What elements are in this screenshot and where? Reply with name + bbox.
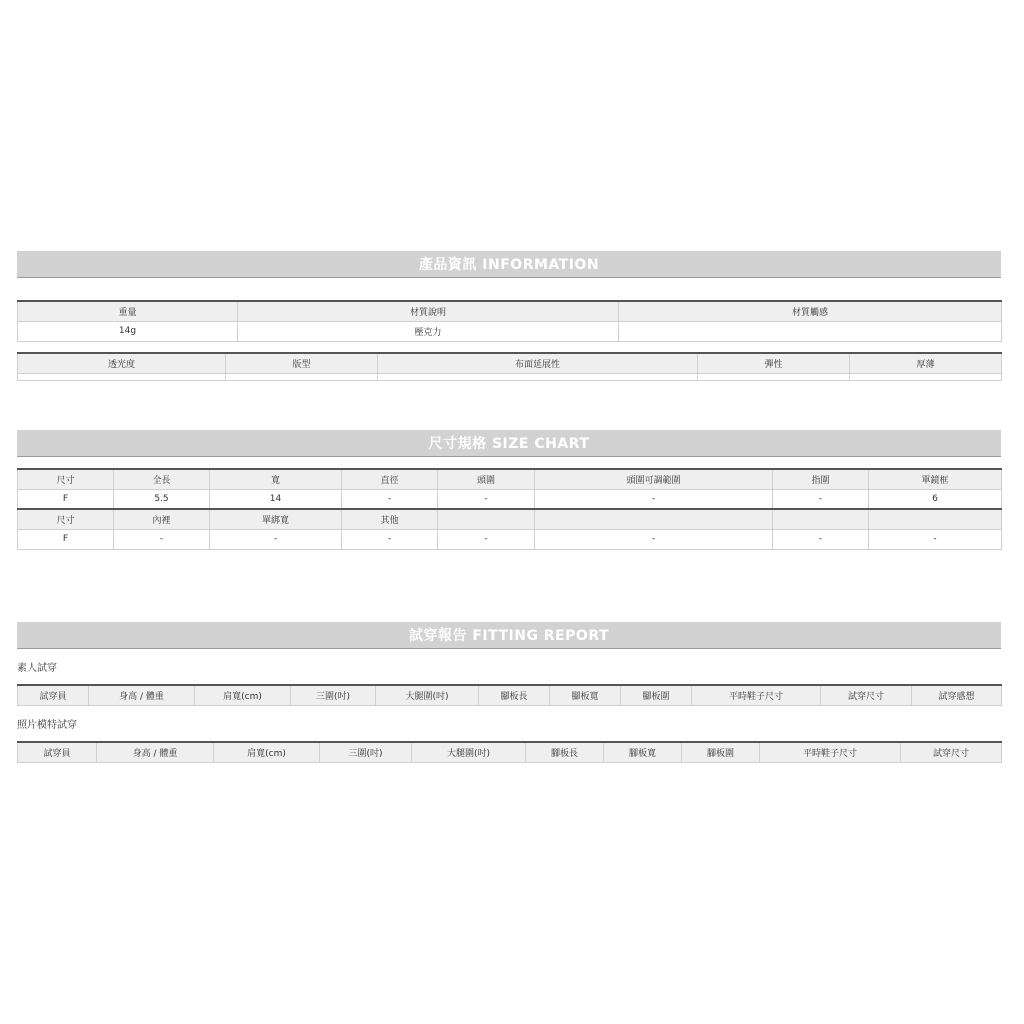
size-header-cell: 寬 (210, 469, 342, 489)
size-value-cell: 6 (869, 489, 1002, 509)
fitting-header-cell: 腳板寬 (604, 742, 682, 762)
amateur-fitting-label: 素人試穿 (17, 663, 57, 674)
fitting-header-cell: 大腿圍(吋) (376, 685, 479, 705)
header-stretch: 布面延展性 (378, 353, 698, 373)
size-header-cell: 頭圍 (438, 469, 535, 489)
fitting-header-cell: 腳板長 (479, 685, 550, 705)
size-header-cell: 全長 (114, 469, 210, 489)
fitting-header-cell: 肩寬(cm) (195, 685, 291, 705)
header-fit: 版型 (226, 353, 378, 373)
size-value-cell: F (18, 529, 114, 549)
table-row (18, 489, 1002, 509)
table-row (18, 373, 1002, 380)
table-header-row (18, 353, 1002, 373)
size-value-cell: - (438, 489, 535, 509)
fitting-header-cell: 三圍(吋) (320, 742, 412, 762)
size-header-cell: 頭圍可調範圍 (535, 469, 773, 489)
size-header-cell (773, 509, 869, 529)
size-value-cell: - (210, 529, 342, 549)
size-header-cell: 尺寸 (18, 509, 114, 529)
fitting-header-cell: 腳板長 (526, 742, 604, 762)
size-value-cell: - (342, 529, 438, 549)
table-header-row (18, 469, 1002, 489)
size-value-cell: F (18, 489, 114, 509)
table-row (18, 529, 1002, 549)
fitting-header-cell: 試穿員 (18, 742, 97, 762)
model-fitting-label: 照片模特試穿 (17, 720, 77, 731)
info-table-properties (17, 352, 1002, 381)
info-table-material (17, 300, 1002, 342)
fitting-header-cell: 身高 / 體重 (97, 742, 214, 762)
size-header-cell: 內裡 (114, 509, 210, 529)
header-weight: 重量 (18, 301, 238, 321)
fitting-header-cell: 試穿尺寸 (901, 742, 1002, 762)
header-material-feel: 材質觸感 (619, 301, 1002, 321)
size-header-cell: 其他 (342, 509, 438, 529)
value-thickness (850, 373, 1002, 380)
model-fitting-table (17, 741, 1002, 763)
size-header-cell: 指圍 (773, 469, 869, 489)
size-header-cell (869, 509, 1002, 529)
fitting-header-cell: 平時鞋子尺寸 (692, 685, 821, 705)
value-weight: 14g (18, 321, 238, 341)
fitting-header-cell: 試穿尺寸 (821, 685, 912, 705)
header-material-desc: 材質說明 (238, 301, 619, 321)
amateur-fitting-table (17, 684, 1002, 706)
value-material-desc: 壓克力 (238, 321, 619, 341)
size-header-cell (438, 509, 535, 529)
size-value-cell: - (535, 489, 773, 509)
value-material-feel (619, 321, 1002, 341)
size-header-cell: 尺寸 (18, 469, 114, 489)
table-header-row (18, 301, 1002, 321)
size-header-cell: 單綁寬 (210, 509, 342, 529)
size-value-cell: - (773, 489, 869, 509)
fitting-header-cell: 腳板寬 (550, 685, 621, 705)
value-elasticity (698, 373, 850, 380)
fitting-header-cell: 腳板圍 (682, 742, 760, 762)
value-transparency (18, 373, 226, 380)
header-transparency: 透光度 (18, 353, 226, 373)
size-value-cell: - (869, 529, 1002, 549)
size-value-cell: 5.5 (114, 489, 210, 509)
fitting-header-cell: 大腿圍(吋) (412, 742, 526, 762)
information-section-title: 產品資訊 INFORMATION (17, 251, 1001, 278)
header-thickness: 厚薄 (850, 353, 1002, 373)
size-chart-section-title: 尺寸規格 SIZE CHART (17, 430, 1001, 457)
fitting-header-cell: 肩寬(cm) (214, 742, 320, 762)
size-value-cell: - (342, 489, 438, 509)
size-header-cell: 直徑 (342, 469, 438, 489)
fitting-header-cell: 平時鞋子尺寸 (760, 742, 901, 762)
size-header-cell: 單鏡框 (869, 469, 1002, 489)
size-value-cell: - (535, 529, 773, 549)
size-value-cell: - (773, 529, 869, 549)
size-value-cell: 14 (210, 489, 342, 509)
header-elasticity: 彈性 (698, 353, 850, 373)
value-fit (226, 373, 378, 380)
fitting-header-cell: 身高 / 體重 (89, 685, 195, 705)
table-row (18, 321, 1002, 341)
value-stretch (378, 373, 698, 380)
fitting-header-cell: 腳板圍 (621, 685, 692, 705)
size-value-cell: - (114, 529, 210, 549)
table-header-row (18, 509, 1002, 529)
fitting-header-cell: 試穿感想 (912, 685, 1002, 705)
fitting-header-cell: 三圍(吋) (291, 685, 376, 705)
table-header-row (18, 742, 1002, 762)
fitting-header-cell: 試穿員 (18, 685, 89, 705)
size-chart-table (17, 468, 1002, 550)
table-header-row (18, 685, 1002, 705)
fitting-report-section-title: 試穿報告 FITTING REPORT (17, 622, 1001, 649)
size-header-cell (535, 509, 773, 529)
size-value-cell: - (438, 529, 535, 549)
